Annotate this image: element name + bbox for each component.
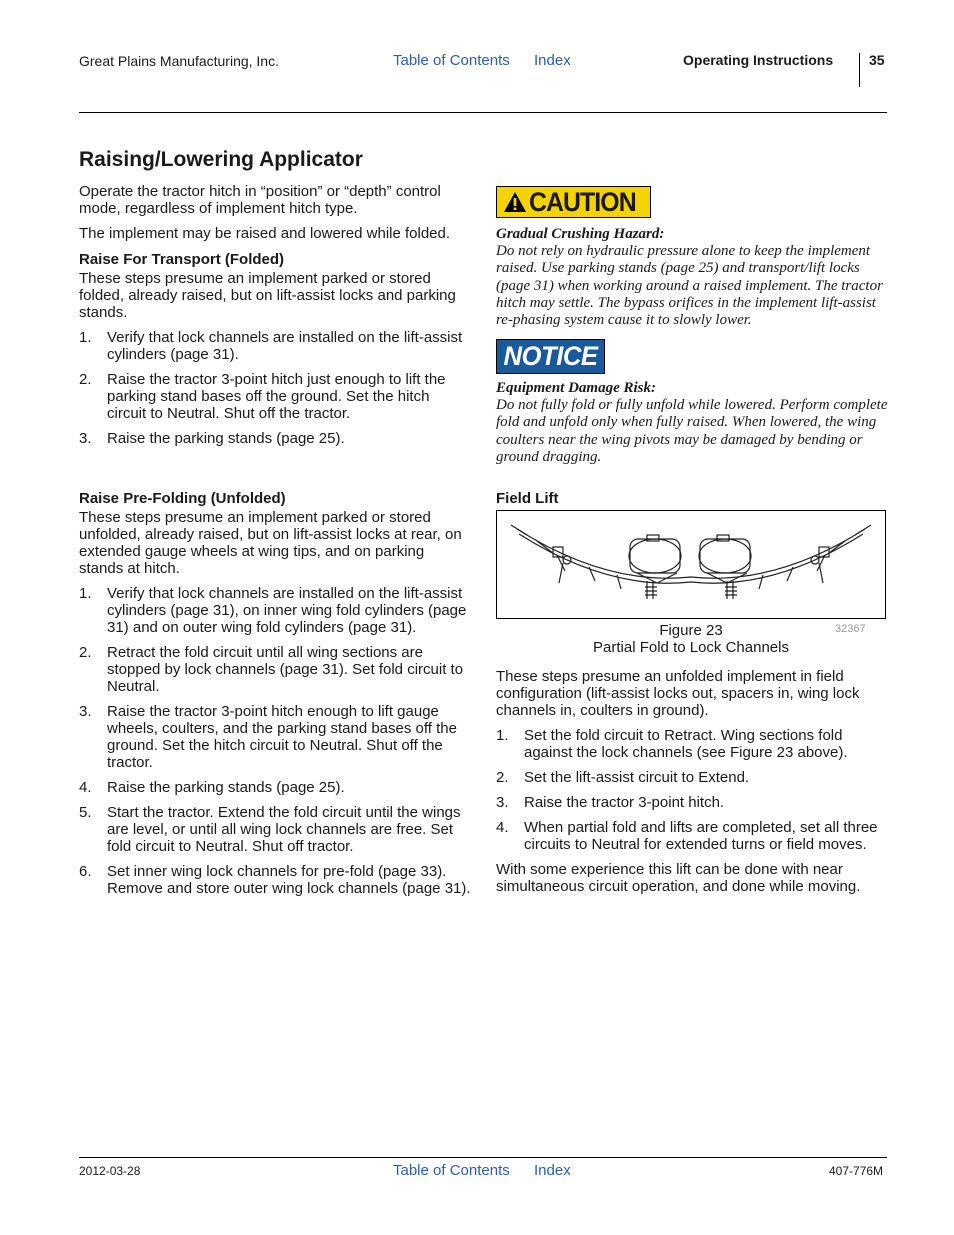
list-item: 3. Raise the tractor 3-point hitch enough to lift gauge wheels, coulters, and the parking stand bases off the ground. Set the hitch circuit to Neutral. Shut off the tractor. [79, 703, 457, 771]
left-column [79, 148, 471, 447]
list-item: 2. Retract the fold circuit until all wing sections are stopped by lock channels (page 31). Set fold circuit to Neutral. [79, 644, 464, 695]
caution-label [496, 186, 651, 218]
section-title: Raising/Lowering Applicator [79, 148, 363, 171]
list-item: 4. Raise the parking stands (page 25). [79, 779, 345, 796]
warning-triangle-icon [503, 191, 527, 213]
figure-frame [496, 510, 886, 619]
caution-heading: Gradual Crushing Hazard: [496, 226, 665, 242]
page-number: 35 [869, 52, 885, 68]
field-lift-intro: These steps presume an unfolded implement in field configuration (lift-assist locks out, spacers in, wing lock channels in, coulters in ground). [496, 668, 860, 719]
prefold-steps [79, 585, 471, 897]
header-divider [859, 53, 860, 87]
figure-id: 32367 [835, 623, 866, 635]
footer-index-link[interactable]: Index [534, 1162, 571, 1179]
notice-heading: Equipment Damage Risk: [496, 380, 657, 396]
header-company: Great Plains Manufacturing, Inc. [79, 53, 279, 69]
prefold-intro: These steps presume an implement parked or stored unfolded, already raised, but on lift-assist locks at rear, on extended gauge wheels at wing tips, and on parking stands at hitch. [79, 509, 462, 577]
header-index-link[interactable]: Index [534, 52, 571, 69]
list-item: 1. Verify that lock channels are installed on the lift-assist cylinders (page 31), on inner wing fold cylinders (page 31) and on outer wing fold cylinders (page 31). [79, 585, 467, 636]
applicator-illustration [497, 511, 885, 618]
field-lift-section [496, 668, 888, 895]
footer-date: 2012-03-28 [79, 1164, 141, 1178]
footer-toc-link[interactable]: Table of Contents [393, 1162, 510, 1179]
notice-text: NOTICE [503, 341, 598, 371]
transport-steps [79, 329, 471, 447]
list-item: 6. Set inner wing lock channels for pre-fold (page 33). Remove and store outer wing lock channels (page 31). [79, 863, 471, 897]
header-toc-link[interactable]: Table of Contents [393, 52, 510, 69]
field-lift-steps [496, 727, 888, 853]
list-item: 5. Start the tractor. Extend the fold circuit until the wings are level, or until all wing lock channels are free. Set fold circuit to Neutral. Shut off tractor. [79, 804, 461, 855]
caution-body: Do not rely on hydraulic pressure alone to keep the implement raised. Use parking stands (page 25) and transport/lift locks (page 31) when working around a raised implement. The tractor hitch may settle. The bypass orifices in the implement lift-assist re-phasing system cause it to slowly lower. [496, 243, 883, 329]
footer-rule [79, 1157, 887, 1158]
list-item: 3. Raise the parking stands (page 25). [79, 430, 345, 447]
notice-body: Do not fully fold or fully unfold while lowered. Perform complete fold and unfold only when fully raised. When lowered, the wing coulters near the wing pivots may be damaged by bending or ground dragging. [496, 397, 888, 465]
intro-paragraph-2: The implement may be raised and lowered while folded. [79, 225, 451, 242]
prefold-heading: Raise Pre-Folding (Unfolded) [79, 490, 286, 507]
list-item: 3. Raise the tractor 3-point hitch. [496, 794, 725, 811]
figure-caption: Partial Fold to Lock Channels [593, 639, 789, 656]
transport-heading: Raise For Transport (Folded) [79, 251, 285, 268]
list-item: 4. When partial fold and lifts are completed, set all three circuits to Neutral for extended turns or field moves. [496, 819, 878, 853]
footer-doc-number: 407-776M [829, 1164, 884, 1178]
prefold-section [79, 490, 471, 897]
field-lift-heading: Field Lift [496, 490, 559, 507]
figure-number: Figure 23 [659, 622, 723, 639]
transport-intro: These steps presume an implement parked or stored folded, already raised, but on lift-assist locks and parking stands. [79, 270, 456, 321]
header-section-title: Operating Instructions [683, 52, 834, 68]
list-item: 2. Set the lift-assist circuit to Extend. [496, 769, 750, 786]
list-item: 2. Raise the tractor 3-point hitch just enough to lift the parking stand bases off the ground. Set the hitch circuit to Neutral. Shut off the tractor. [79, 371, 446, 422]
notice-label [496, 339, 605, 374]
caution-text: CAUTION [529, 186, 636, 217]
list-item: 1. Set the fold circuit to Retract. Wing sections fold against the lock channels (see Figure 23 above). [496, 727, 848, 761]
header-rule [79, 112, 887, 113]
field-lift-closing: With some experience this lift can be done with near simultaneous circuit operation, and done while moving. [496, 861, 861, 895]
intro-paragraph: Operate the tractor hitch in “position” or “depth” control mode, regardless of implement hitch type. [79, 183, 441, 217]
list-item: 1. Verify that lock channels are installed on the lift-assist cylinders (page 31). [79, 329, 463, 363]
